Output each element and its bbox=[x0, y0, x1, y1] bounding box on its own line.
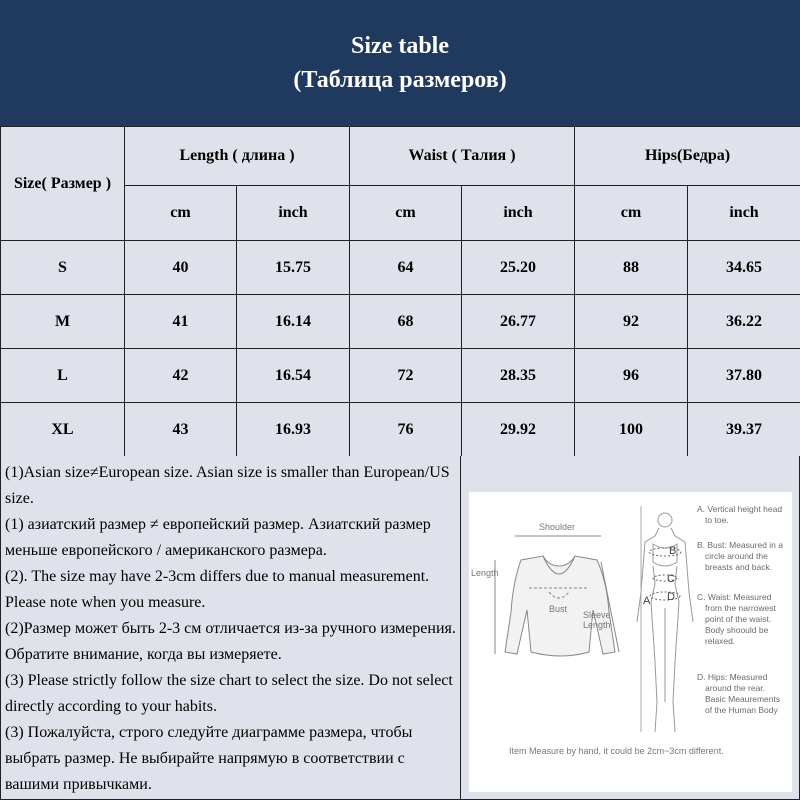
size-notes bbox=[0, 456, 461, 800]
legend-line: point of the waist. bbox=[705, 614, 772, 624]
sleeve-label: Sleeve bbox=[583, 610, 611, 620]
measurement-legend bbox=[697, 504, 783, 715]
legend-line: from the narrowest bbox=[705, 603, 776, 613]
length-group-header: Length ( длина ) bbox=[125, 127, 350, 186]
legend-line: circle around the bbox=[705, 551, 768, 561]
size-label: L bbox=[1, 349, 125, 403]
table-cell: 29.92 bbox=[462, 403, 575, 457]
header-banner bbox=[0, 0, 800, 126]
legend-line: around the rear. bbox=[705, 683, 766, 693]
unit-header: cm bbox=[350, 186, 462, 241]
bust-label: Bust bbox=[549, 604, 568, 614]
table-cell: 34.65 bbox=[688, 241, 800, 295]
note-text: (2). The size may have 2-3cm differs due to manual measurement. Please note when you measure. bbox=[5, 568, 430, 611]
letter-a: A bbox=[643, 595, 651, 607]
table-cell: 37.80 bbox=[688, 349, 800, 403]
table-cell: 41 bbox=[125, 295, 237, 349]
table-row bbox=[1, 241, 800, 295]
waist-group-header: Waist ( Талия ) bbox=[350, 127, 575, 186]
table-cell: 76 bbox=[350, 403, 462, 457]
table-cell: 40 bbox=[125, 241, 237, 295]
table-cell: 64 bbox=[350, 241, 462, 295]
size-label: XL bbox=[1, 403, 125, 457]
legend-line: breasts and back. bbox=[705, 562, 773, 572]
table-cell: 36.22 bbox=[688, 295, 800, 349]
table-cell: 25.20 bbox=[462, 241, 575, 295]
note-text: (1)Asian size≠European size. Asian size is smaller than European/US size. bbox=[5, 464, 450, 507]
unit-header: inch bbox=[688, 186, 800, 241]
legend-line: Body shoould be bbox=[705, 625, 769, 635]
legend-line: A. Vertical height head bbox=[697, 504, 783, 514]
measurement-illustration bbox=[469, 492, 792, 792]
table-cell: 92 bbox=[575, 295, 688, 349]
length-label: Length bbox=[471, 568, 499, 578]
table-row bbox=[1, 295, 800, 349]
table-cell: 88 bbox=[575, 241, 688, 295]
legend-line: B. Bust: Measured in a bbox=[697, 540, 783, 550]
size-label: S bbox=[1, 241, 125, 295]
table-cell: 72 bbox=[350, 349, 462, 403]
page-title: Size table bbox=[351, 33, 449, 59]
table-cell: 26.77 bbox=[462, 295, 575, 349]
table-cell: 16.54 bbox=[237, 349, 350, 403]
legend-line: of the Human Body bbox=[705, 705, 778, 715]
table-row bbox=[1, 349, 800, 403]
table-row bbox=[1, 403, 800, 457]
table-cell: 96 bbox=[575, 349, 688, 403]
page-subtitle: (Таблица размеров) bbox=[293, 67, 507, 93]
sleeve-label: Length bbox=[583, 620, 611, 630]
unit-header: cm bbox=[125, 186, 237, 241]
letter-c: C bbox=[667, 573, 675, 585]
shoulder-label: Shoulder bbox=[539, 522, 576, 532]
measurement-footnote: Item Measure by hand, it could be 2cm~3cm different. bbox=[509, 746, 724, 756]
table-cell: 16.93 bbox=[237, 403, 350, 457]
letter-d: D bbox=[667, 591, 675, 603]
size-label: M bbox=[1, 295, 125, 349]
note-text: (3) Please strictly follow the size chart to select the size. Do not select directly according to your habits. bbox=[5, 672, 453, 715]
legend-line: D. Hips: Measured bbox=[697, 672, 768, 682]
table-cell: 43 bbox=[125, 403, 237, 457]
unit-header: inch bbox=[237, 186, 350, 241]
table-cell: 28.35 bbox=[462, 349, 575, 403]
table-cell: 16.14 bbox=[237, 295, 350, 349]
legend-line: to toe. bbox=[705, 515, 729, 525]
table-cell: 68 bbox=[350, 295, 462, 349]
letter-b: B bbox=[669, 545, 677, 557]
size-table bbox=[0, 126, 800, 457]
legend-line: Basic Meaurements bbox=[705, 694, 781, 704]
unit-header: inch bbox=[462, 186, 575, 241]
table-cell: 15.75 bbox=[237, 241, 350, 295]
unit-header: cm bbox=[575, 186, 688, 241]
table-cell: 39.37 bbox=[688, 403, 800, 457]
human-figure-icon bbox=[637, 513, 693, 732]
note-text: (3) Пожалуйста, строго следуйте диаграмме размера, чтобы выбрать размер. Не выбирайте напрямую в соответствии с вашими привычками. bbox=[5, 724, 413, 793]
legend-line: C. Waist: Measured bbox=[697, 592, 772, 602]
legend-line: relaxed. bbox=[705, 636, 736, 646]
measurement-guide bbox=[461, 456, 800, 800]
table-cell: 42 bbox=[125, 349, 237, 403]
note-text: (1) азиатский размер ≠ европейский размер. Азиатский размер меньше европейского / американского размера. bbox=[5, 516, 431, 559]
size-column-header: Size( Размер ) bbox=[1, 127, 125, 241]
note-text: (2)Размер может быть 2-3 см отличается из-за ручного измерения. Обратите внимание, когда вы измеряете. bbox=[5, 620, 456, 663]
table-cell: 100 bbox=[575, 403, 688, 457]
hips-group-header: Hips(Бедра) bbox=[575, 127, 800, 186]
